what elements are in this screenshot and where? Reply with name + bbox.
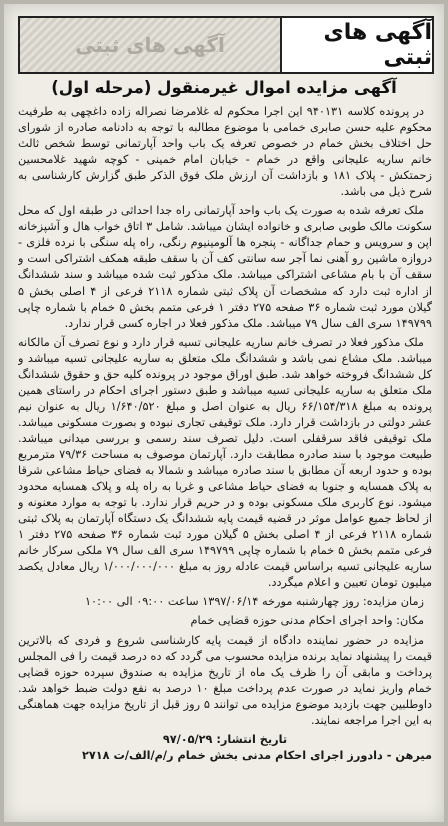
notice-paragraph-terms: مزایده در حضور نماینده دادگاه از قیمت پایه کارشناسی شروع و فردی که بالاترین قیمت را پیشنهاد نماید برنده مزایده محسوب می گردد که ده درصد قیمت را فی المجلس پرداخت و مابقی آن را ظرف یک ماه از تاریخ مزایده به صندوق سپرده حوزه قضایی خمام واریز نماید در صورت عدم پرداخت مبلغ ۱۰ درصد به نفع دولت ضبط خواهد شد. داوطلبین جهت بازدید موضوع مزایده می توانند ۵ روز قبل از تاریخ مزایده جهت هماهنگی به این اجرا مراجعه نمایند.: [18, 633, 432, 727]
notice-signature: میرهن - دادورز اجرای احکام مدنی بخش خمام ر/م/الف/ت ۲۷۱۸: [81, 748, 432, 762]
section-header: [18, 16, 434, 74]
notice-paragraph-case: در پرونده کلاسه ۹۴۰۱۳۱ این اجرا محکوم له غلامرضا نصراله زاده داغچهی به طرفیت محکوم علیه حسن صابری خمامی با موضوع مطالبه با توجه به دادنامه صادره از شورای حل اختلاف بخش خمام در خصوص تعرفه یک باب واحد آپارتمانی توسط شخص ثالث خانم ساریه علیجانی واقع در خمام - خیابان امام خمینی - کوچه شهید غلامحسین زحمتکش - پلاک ۱۸۱ و بازداشت آن ارزش ملک فوق الذکر طبق گزارش کارشناسی به شرح ذیل می باشد.: [18, 105, 432, 199]
notice-paragraph-place: مکان: واحد اجرای احکام مدنی حوزه قضایی خمام: [190, 614, 424, 628]
notice-paragraph-description: ملک تعرفه شده به صورت یک باب واحد آپارتمانی راه جدا احداثی در طبقه اول که محل سکونت مالک طوبی صابری و خانواده ایشان میباشد. شامل ۳ اتاق خواب هال و آشپزخانه اپن و سرویس و حمام جداگانه - پنجره ها آلومینیوم رنگی، راه پله سنگی با نرده فلزی - دروازه ماشین رو آهنی نما آجر سه سانتی کف آن با سقف طبقه همکف اشتراکی است و سقف آن با بام مشاعی اشتراکی میباشد. ملک مذکور ثبت شده میباشد و سند ششدانگ از اداره ثبت دارد که مشخصات آن پلاک ثبتی شماره ۲۱۱۸ فرعی از ۴ اصلی بخش ۵ گیلان مورد ثبت شماره ۳۶ صفحه ۲۷۵ دفتر ۱ فرعی متمم بخش ۵ خمام با شماره چاپی ۱۴۹۷۹۹ سری الف سال ۷۹ میباشد. ملک مذکور فعلا در اجاره کسی قرار ندارد.: [18, 204, 432, 330]
section-title: آگهی های ثبتی: [280, 18, 432, 72]
newspaper-page: [4, 4, 444, 822]
section-header-pattern: آگهی های ثبتی: [20, 18, 280, 72]
notice-body: [18, 104, 432, 814]
notice-paragraph-valuation: ملک مذکور فعلا در تصرف خانم ساریه علیجانی تسیه قرار دارد و نوع تصرف آن مالکانه میباشد. ملک مشاع نمی باشد و ششدانگ ملک متعلق به ساریه علیجانی تسیه میباشد و کل ششدانگ فروخته خواهد شد. طبق اوراق موجود در پرونده کلیه حق و حقوق ششدانگ ملک متعلق به ساریه علیجانی تسیه میباشد و طبق دستور اجرای احکام در راستای همین پرونده به مبلغ ۶۶/۱۵۴/۳۱۸ ریال به عنوان اصل و مبلغ ۱/۶۴۰/۵۲۰ ریال به عنوان نیم عشر دولتی در بازداشت قرار دارد. ملک توقیفی تجاری نبوده و بصورت مسکونی میباشد. ملک توقیفی فاقد سرقفلی است. دلیل تصرف سند رسمی و بررسی میدانی میباشد. طبیعت موجود با سند صادره مطابقت دارد. آپارتمان موصوف به مساحت ۷۹/۳۶ مترمربع بوده و حدود اربعه آن مطابق با سند صادره میباشد و شمالا به فضای حیاط مشاعی شرقا به پلاک همسایه و جنوبا به فضای حیاط مشاعی و غربا به راه پله و پلاک همسایه محدود میشود. نوع کاربری ملک مسکونی بوده و در حریم قرار ندارد. با توجه به موارد معنونه و از لحاظ جمیع عوامل موثر در قضیه قیمت پایه ششدانگ یک دستگاه آپارتمان به پلاک ثبتی شماره ۲۱۱۸ فرعی از ۴ اصلی بخش ۵ گیلان مورد ثبت شماره ۳۶ صفحه ۲۷۵ دفتر ۱ فرعی متمم بخش ۵ خمام با شماره چاپی ۱۴۹۷۹۹ سری الف سال ۷۹ ملکی سرکار خانم ساریه علیجانی تسیه براساس قیمت عادله روز به مبلغ ۱/۰۰۰/۰۰۰/۰۰۰ ریال معادل یکصد میلیون تومان تعیین و اعلام میگردد.: [18, 335, 432, 590]
publish-date: تاریخ انتشار: ۹۷/۰۵/۲۹: [162, 732, 288, 746]
notice-heading: آگهی مزایده اموال غیرمنقول (مرحله اول): [51, 78, 397, 97]
notice-paragraph-time: زمان مزایده: روز چهارشنبه مورخه ۱۳۹۷/۰۶/۱۴ ساعت ۰۹:۰۰ الی ۱۰:۰۰: [84, 595, 424, 609]
